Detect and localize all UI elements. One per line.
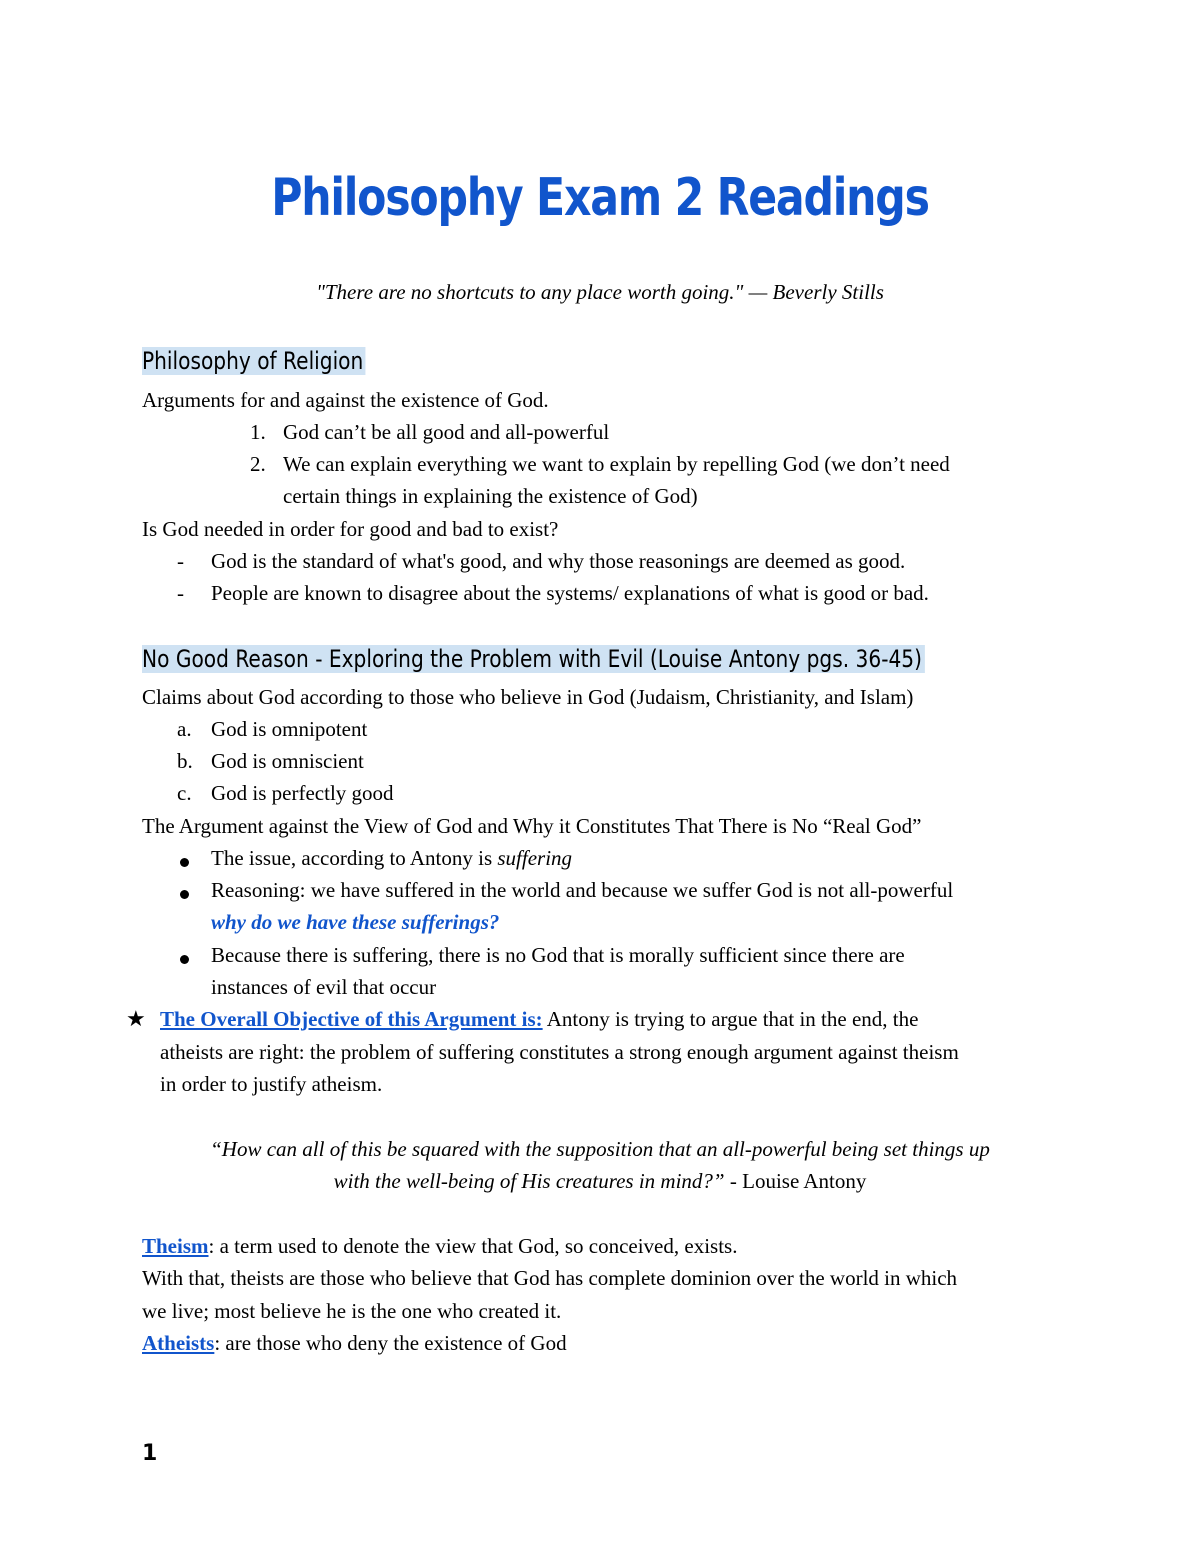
bullet-emphasis: suffering <box>497 846 573 870</box>
page-number: 1 <box>142 1441 158 1466</box>
claim-item: God is omnipotent <box>211 717 368 741</box>
numbered-marker: 1. <box>250 420 266 444</box>
dash-item: God is the standard of what's good, and why those reasonings are deemed as good. <box>211 549 906 573</box>
objective-line: in order to justify atheism. <box>160 1072 383 1096</box>
section-heading-text: Philosophy of Religion <box>142 347 366 375</box>
section-heading-text: No Good Reason - Exploring the Problem with Evil (Louise Antony pgs. 36-45) <box>142 645 925 673</box>
claims-intro: Claims about God according to those who believe in God (Judaism, Christianity, and Islam) <box>142 685 914 709</box>
atheists-definition <box>142 1327 567 1359</box>
antony-quote-line-2 <box>0 1165 1200 1197</box>
star-icon: ★ <box>126 1006 146 1031</box>
dash-item: People are known to disagree about the systems/ explanations of what is good or bad. <box>211 581 929 605</box>
claim-item: God is omniscient <box>211 749 364 773</box>
bullet-dot-icon <box>180 886 189 904</box>
bullet-question: why do we have these sufferings? <box>211 910 500 934</box>
epigraph: "There are no shortcuts to any place worth going." — Beverly Stills <box>316 280 884 304</box>
section-heading-philosophy-of-religion <box>142 344 366 378</box>
bullet-item-continuation: instances of evil that occur <box>211 975 437 999</box>
theism-definition <box>142 1230 737 1262</box>
alpha-marker: a. <box>177 717 192 741</box>
section1-intro: Arguments for and against the existence of God. <box>142 388 549 412</box>
quote-attribution: - Louise Antony <box>724 1169 867 1193</box>
atheists-def-text: : are those who deny the existence of God <box>214 1331 567 1355</box>
claim-item: God is perfectly good <box>211 781 394 805</box>
dash-marker: - <box>177 581 184 605</box>
objective-label: The Overall Objective of this Argument is: <box>160 1007 543 1031</box>
argument-intro: The Argument against the View of God and Why it Constitutes That There is No “Real God” <box>142 814 922 838</box>
bullet-item: Because there is suffering, there is no God that is morally sufficient since there are <box>211 943 905 967</box>
bullet-item <box>211 842 572 874</box>
antony-quote-line-1: “How can all of this be squared with the supposition that an all-powerful being set things up <box>210 1137 990 1161</box>
numbered-item-continuation: certain things in explaining the existence of God) <box>283 484 698 508</box>
numbered-item: We can explain everything we want to explain by repelling God (we don’t need <box>283 452 950 476</box>
atheists-term: Atheists <box>142 1331 215 1355</box>
theism-more: we live; most believe he is the one who created it. <box>142 1299 562 1323</box>
alpha-marker: b. <box>177 749 193 773</box>
alpha-marker: c. <box>177 781 192 805</box>
numbered-marker: 2. <box>250 452 266 476</box>
bullet-text: The issue, according to Antony is <box>211 846 498 870</box>
objective-line <box>160 1003 918 1035</box>
bullet-dot-icon <box>180 854 189 872</box>
theism-term: Theism <box>142 1234 209 1258</box>
bullet-dot-icon <box>180 951 189 969</box>
document-title: Philosophy Exam 2 Readings <box>271 168 929 228</box>
objective-text: Antony is trying to argue that in the end, the <box>542 1007 919 1031</box>
theism-def-text: : a term used to denote the view that God, so conceived, exists. <box>208 1234 738 1258</box>
numbered-item: God can’t be all good and all-powerful <box>283 420 610 444</box>
section1-question: Is God needed in order for good and bad to exist? <box>142 517 559 541</box>
objective-line: atheists are right: the problem of suffering constitutes a strong enough argument against theism <box>160 1040 959 1064</box>
bullet-item: Reasoning: we have suffered in the world and because we suffer God is not all-powerful <box>211 878 954 902</box>
dash-marker: - <box>177 549 184 573</box>
quote-emphasis: with the well-being of His creatures in mind?” <box>333 1169 725 1193</box>
section-heading-no-good-reason <box>142 642 925 676</box>
theism-more: With that, theists are those who believe that God has complete dominion over the world in which <box>142 1266 958 1290</box>
